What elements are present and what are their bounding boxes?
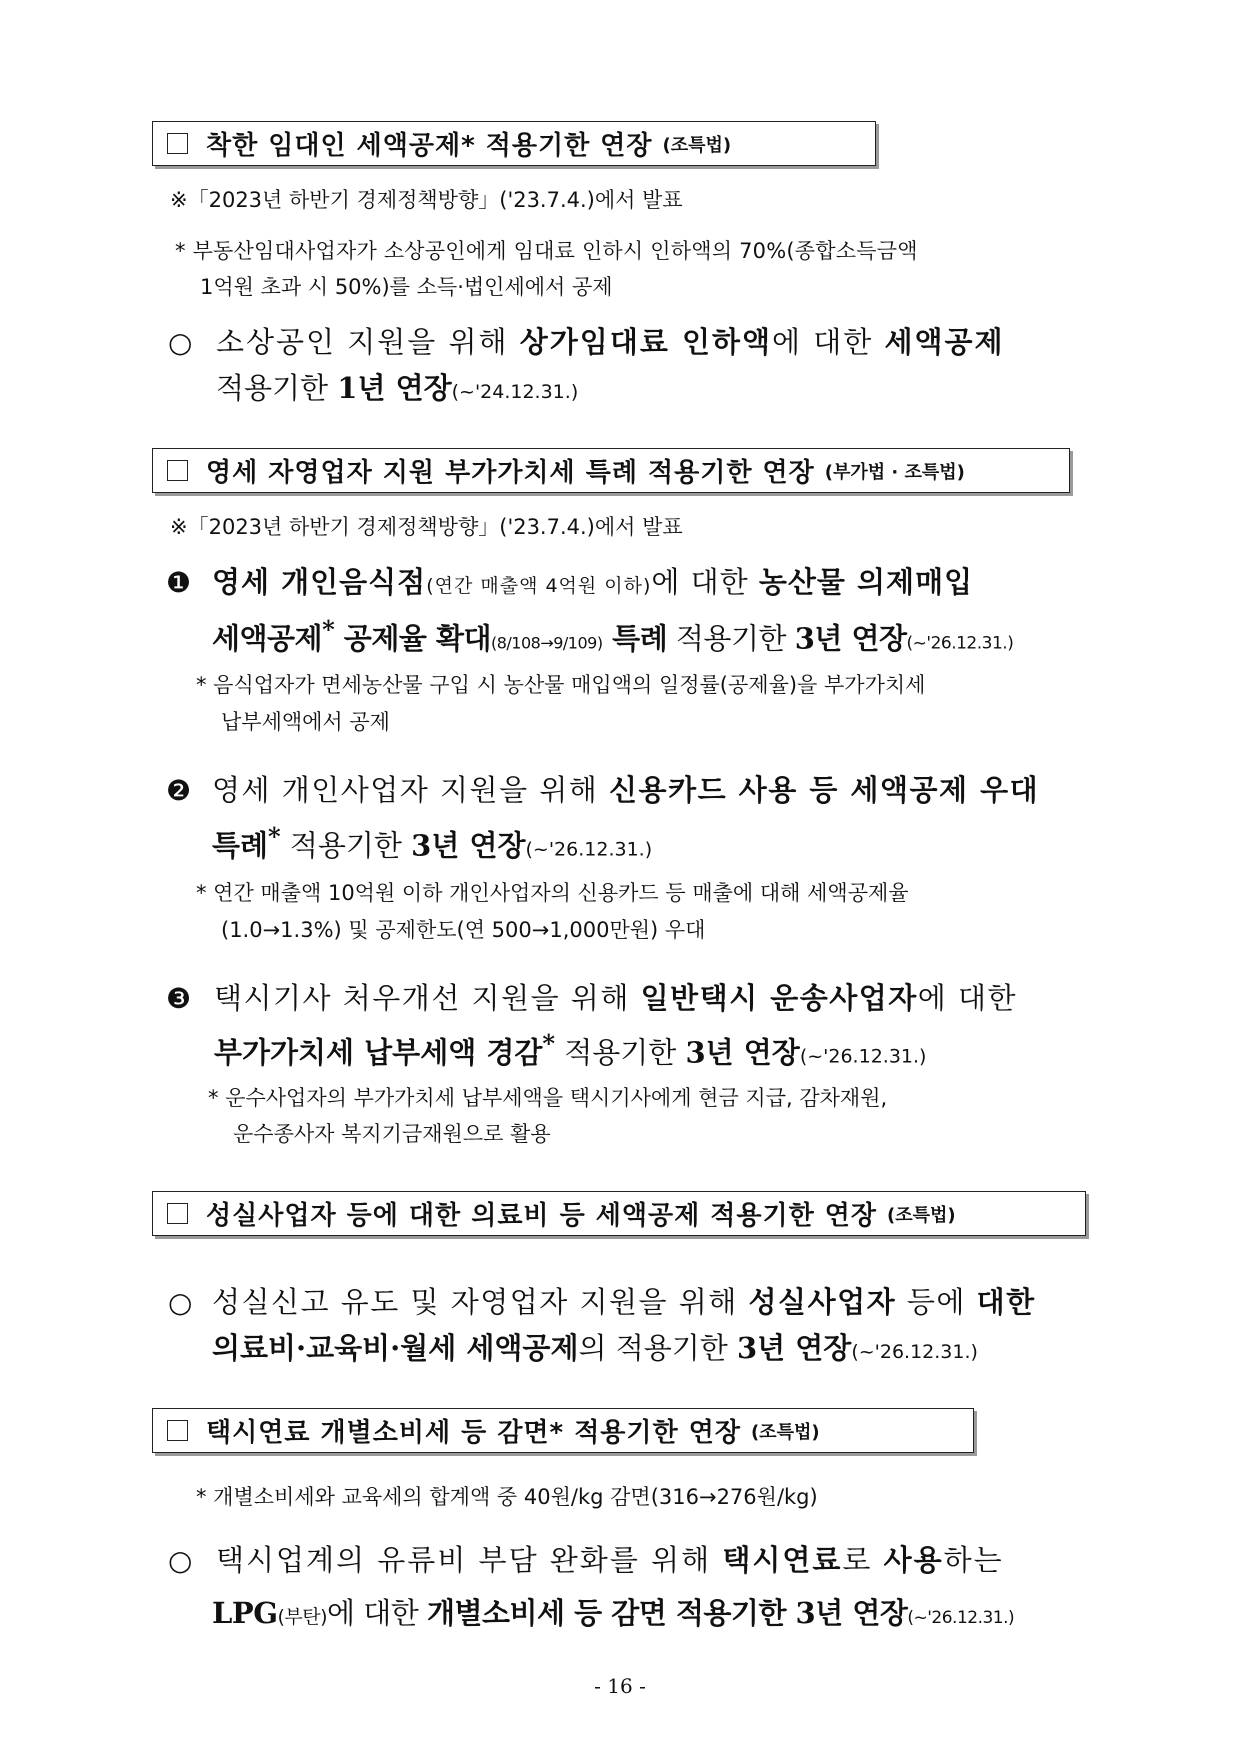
section-4-heading-box	[152, 1408, 974, 1453]
item-1-text-line-2: 세액공제* 공제율 확대(8/108→9/109) 특례 적용기한 3년 연장(~'26.12.31.)	[212, 615, 1014, 656]
item-1-number: ❶	[166, 566, 192, 599]
section-3-bullet: ○	[168, 1286, 193, 1319]
item-1-footnote-line-1: * 음식업자가 면세농산물 구입 시 농산물 매입액의 일정률(공제율)을 부가가치세	[196, 673, 926, 697]
page-number: - 16 -	[594, 1674, 646, 1698]
item-1-text-line-1: 영세 개인음식점(연간 매출액 4억원 이하)에 대한 농산물 의제매입	[212, 565, 974, 599]
section-1-law: (조특법)	[662, 134, 732, 156]
section-2-heading-box	[152, 448, 1070, 493]
section-1-heading-box	[152, 121, 876, 166]
item-3-text-line-2: 부가가치세 납부세액 경감* 적용기한 3년 연장(~'26.12.31.)	[214, 1029, 927, 1070]
section-4-law: (조특법)	[750, 1421, 820, 1443]
section-1-footnote-line-1: * 부동산임대사업자가 소상공인에게 임대료 인하시 인하액의 70%(종합소득금액	[175, 239, 918, 263]
section-1-text-line-2: 적용기한 1년 연장(~'24.12.31.)	[216, 371, 579, 405]
item-2-text-line-2: 특례* 적용기한 3년 연장(~'26.12.31.)	[212, 822, 653, 863]
section-4-text-line-1: 택시업계의 유류비 부담 완화를 위해 택시연료로 사용하는	[216, 1543, 1004, 1577]
section-4-bullet: ○	[168, 1544, 193, 1577]
item-3-footnote-line-2: 운수종사자 복지기금재원으로 활용	[233, 1122, 551, 1146]
section-3-text-line-2: 의료비·교육비·월세 세액공제의 적용기한 3년 연장(~'26.12.31.)	[212, 1331, 978, 1365]
section-2-law: (부가법 · 조특법)	[824, 461, 965, 483]
section-2-source: ※「2023년 하반기 경제정책방향」('23.7.4.)에서 발표	[170, 515, 683, 539]
section-4-text-line-2: LPG(부탄)에 대한 개별소비세 등 감면 적용기한 3년 연장(~'26.12.31.)	[212, 1596, 1015, 1630]
checkbox-square-icon	[167, 1203, 188, 1224]
section-2-heading: 영세 자영업자 지원 부가가치세 특례 적용기한 연장	[206, 458, 815, 488]
item-3-footnote-line-1: * 운수사업자의 부가가치세 납부세액을 택시기사에게 현금 지급, 감차재원,	[208, 1086, 888, 1110]
checkbox-square-icon	[167, 460, 188, 481]
section-4-heading: 택시연료 개별소비세 등 감면* 적용기한 연장	[206, 1418, 741, 1448]
section-3-heading-box	[152, 1191, 1086, 1236]
checkbox-square-icon	[167, 1420, 188, 1441]
section-3-text-line-1: 성실신고 유도 및 자영업자 지원을 위해 성실사업자 등에 대한	[212, 1285, 1036, 1319]
section-4-footnote: * 개별소비세와 교육세의 합계액 중 40원/kg 감면(316→276원/kg)	[196, 1485, 818, 1509]
item-3-text-line-1: 택시기사 처우개선 지원을 위해 일반택시 운송사업자에 대한	[214, 981, 1018, 1015]
section-3-law: (조특법)	[887, 1204, 956, 1226]
item-2-text-line-1: 영세 개인사업자 지원을 위해 신용카드 사용 등 세액공제 우대	[212, 773, 1040, 807]
item-2-number: ❷	[166, 774, 192, 807]
item-1-footnote-line-2: 납부세액에서 공제	[221, 710, 390, 734]
item-2-footnote-line-2: (1.0→1.3%) 및 공제한도(연 500→1,000만원) 우대	[221, 918, 706, 942]
checkbox-square-icon	[167, 133, 188, 154]
section-1-bullet: ○	[168, 326, 193, 359]
item-3-number: ❸	[166, 982, 192, 1015]
section-1-text-line-1: 소상공인 지원을 위해 상가임대료 인하액에 대한 세액공제	[216, 325, 1005, 359]
section-3-heading: 성실사업자 등에 대한 의료비 등 세액공제 적용기한 연장	[206, 1201, 878, 1231]
section-1-heading: 착한 임대인 세액공제* 적용기한 연장	[206, 131, 653, 161]
item-2-footnote-line-1: * 연간 매출액 10억원 이하 개인사업자의 신용카드 등 매출에 대해 세액공제율	[196, 881, 909, 905]
section-1-source: ※「2023년 하반기 경제정책방향」('23.7.4.)에서 발표	[170, 188, 683, 212]
section-1-footnote-line-2: 1억원 초과 시 50%)를 소득·법인세에서 공제	[200, 275, 613, 299]
